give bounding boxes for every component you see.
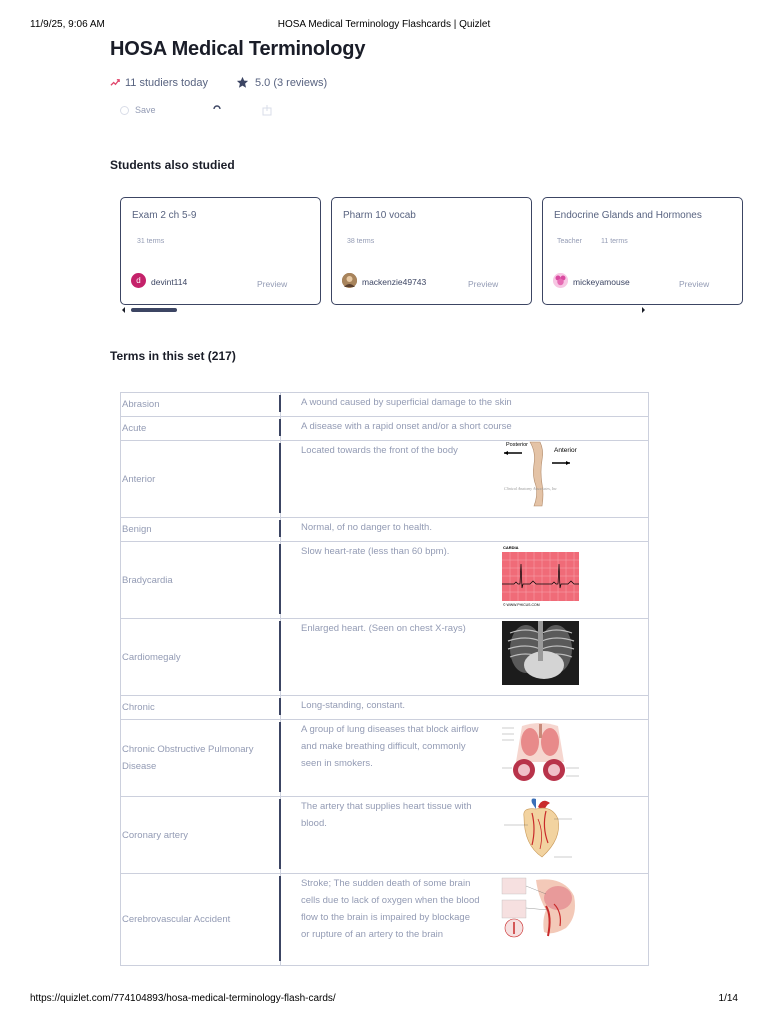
term-cell [121, 797, 281, 874]
action-row [120, 104, 272, 116]
stroke-diagram-image [502, 876, 579, 940]
save-button[interactable] [120, 105, 156, 115]
definition-text: Normal, of no danger to health. [301, 522, 432, 533]
table-row [121, 393, 649, 417]
terms-table [120, 392, 649, 966]
term-text: Coronary artery [122, 829, 188, 841]
definition-cell [281, 619, 649, 696]
term-text: Abrasion [122, 399, 160, 410]
save-label: Save [135, 105, 156, 115]
definition-text: The artery that supplies heart tissue with blood. [301, 801, 472, 829]
avatar-photo-icon [553, 273, 568, 288]
preview-button[interactable]: Preview [257, 279, 288, 289]
definition-text: A wound caused by superficial damage to the skin [301, 397, 512, 408]
term-text: Acute [122, 423, 147, 434]
term-text: Bradycardia [122, 574, 173, 586]
definition-cell [281, 441, 649, 518]
print-url: https://quizlet.com/774104893/hosa-medical-terminology-flash-cards/ [30, 993, 336, 1004]
print-doc-title: HOSA Medical Terminology Flashcards | Quizlet [277, 19, 491, 30]
card-username[interactable]: devint114 [151, 277, 188, 287]
study-card[interactable] [120, 197, 321, 305]
anatomy-anterior-image [502, 441, 579, 507]
term-cell [121, 542, 281, 619]
card-terms-count: 11 terms [601, 238, 628, 245]
table-row [121, 518, 649, 542]
set-meta [110, 76, 327, 89]
term-text: Cerebrovascular Accident [122, 914, 231, 925]
scrollbar-thumb[interactable] [131, 308, 177, 312]
teacher-badge: Teacher [557, 238, 582, 245]
loading-icon [212, 105, 222, 115]
card-title: Pharm 10 vocab [343, 210, 416, 221]
page-title: HOSA Medical Terminology [110, 38, 366, 60]
terms-heading: Terms in this set (217) [110, 349, 236, 363]
chest-xray-image [502, 621, 579, 685]
also-studied-heading: Students also studied [110, 158, 235, 172]
table-row [121, 720, 649, 797]
avatar [553, 273, 568, 288]
term-cell [121, 518, 281, 542]
card-terms-count: 38 terms [347, 238, 375, 245]
card-title: Exam 2 ch 5-9 [132, 210, 197, 221]
studiers-count: 11 studiers today [125, 76, 208, 89]
table-row [121, 417, 649, 441]
share-icon[interactable] [262, 104, 272, 116]
term-cell [121, 417, 281, 441]
ecg-strip-image [502, 544, 579, 608]
image-credit: © WWW.PHICUS.COM [503, 603, 540, 607]
image-label: CARDIA [503, 545, 519, 550]
definition-cell [281, 393, 649, 417]
definition-text: A disease with a rapid onset and/or a short course [301, 421, 512, 432]
carousel-scrollbar[interactable] [120, 306, 648, 316]
definition-text: Long-standing, constant. [301, 700, 406, 711]
copd-lungs-image [502, 722, 579, 786]
card-title: Endocrine Glands and Hormones [554, 210, 702, 221]
term-cell [121, 720, 281, 797]
avatar-photo-icon [342, 273, 357, 288]
definition-cell [281, 797, 649, 874]
image-label: Posterior [506, 442, 529, 448]
table-row [121, 797, 649, 874]
table-row [121, 696, 649, 720]
image-credit: Clinical Anatomy Associates, Inc [504, 486, 557, 491]
definition-cell [281, 417, 649, 441]
table-row [121, 619, 649, 696]
rating-link[interactable]: 5.0 (3 reviews) [254, 76, 328, 89]
star-icon [236, 76, 249, 89]
scroll-right-icon[interactable] [642, 307, 645, 313]
preview-button[interactable]: Preview [468, 279, 499, 289]
preview-button[interactable]: Preview [679, 279, 710, 289]
table-row [121, 542, 649, 619]
image-label: Anterior [554, 447, 577, 454]
trending-icon [110, 77, 121, 88]
print-header [0, 19, 768, 33]
term-cell [121, 874, 281, 966]
term-text: Benign [122, 524, 152, 535]
print-page-number: 1/14 [718, 993, 738, 1004]
study-card[interactable] [331, 197, 532, 305]
table-row [121, 874, 649, 966]
term-cell [121, 393, 281, 417]
scroll-left-icon[interactable] [122, 307, 125, 313]
term-cell [121, 619, 281, 696]
study-card[interactable] [542, 197, 743, 305]
card-username[interactable]: mackenzie49743 [362, 277, 427, 287]
term-text: Anterior [122, 473, 156, 485]
table-row [121, 441, 649, 518]
definition-text: Enlarged heart. (Seen on chest X-rays) [301, 623, 466, 634]
heart-diagram-image [502, 799, 579, 863]
term-text: Chronic Obstructive Pulmonary Disease [122, 744, 254, 772]
definition-text: Slow heart-rate (less than 60 bpm). [301, 546, 450, 557]
definition-text: Stroke; The sudden death of some brain cells due to lack of oxygen when the blood flow to the brain is impaired by blockage or rupture of an artery to the brain [301, 878, 480, 940]
term-text: Chronic [122, 702, 155, 713]
definition-cell [281, 696, 649, 720]
definition-cell [281, 542, 649, 619]
bookmark-icon [120, 106, 129, 115]
avatar: d [131, 273, 146, 288]
definition-cell [281, 874, 649, 966]
term-cell [121, 441, 281, 518]
also-studied-carousel [120, 197, 710, 307]
avatar [342, 273, 357, 288]
term-text: Cardiomegaly [122, 651, 181, 663]
card-terms-count: 31 terms [137, 238, 165, 245]
definition-cell [281, 720, 649, 797]
definition-cell [281, 518, 649, 542]
term-cell [121, 696, 281, 720]
definition-text: Located towards the front of the body [301, 445, 458, 456]
print-datetime: 11/9/25, 9:06 AM [30, 19, 105, 30]
card-username[interactable]: mickeyamouse [573, 277, 630, 287]
definition-text: A group of lung diseases that block airflow and make breathing difficult, commonly seen in smokers. [301, 724, 479, 769]
